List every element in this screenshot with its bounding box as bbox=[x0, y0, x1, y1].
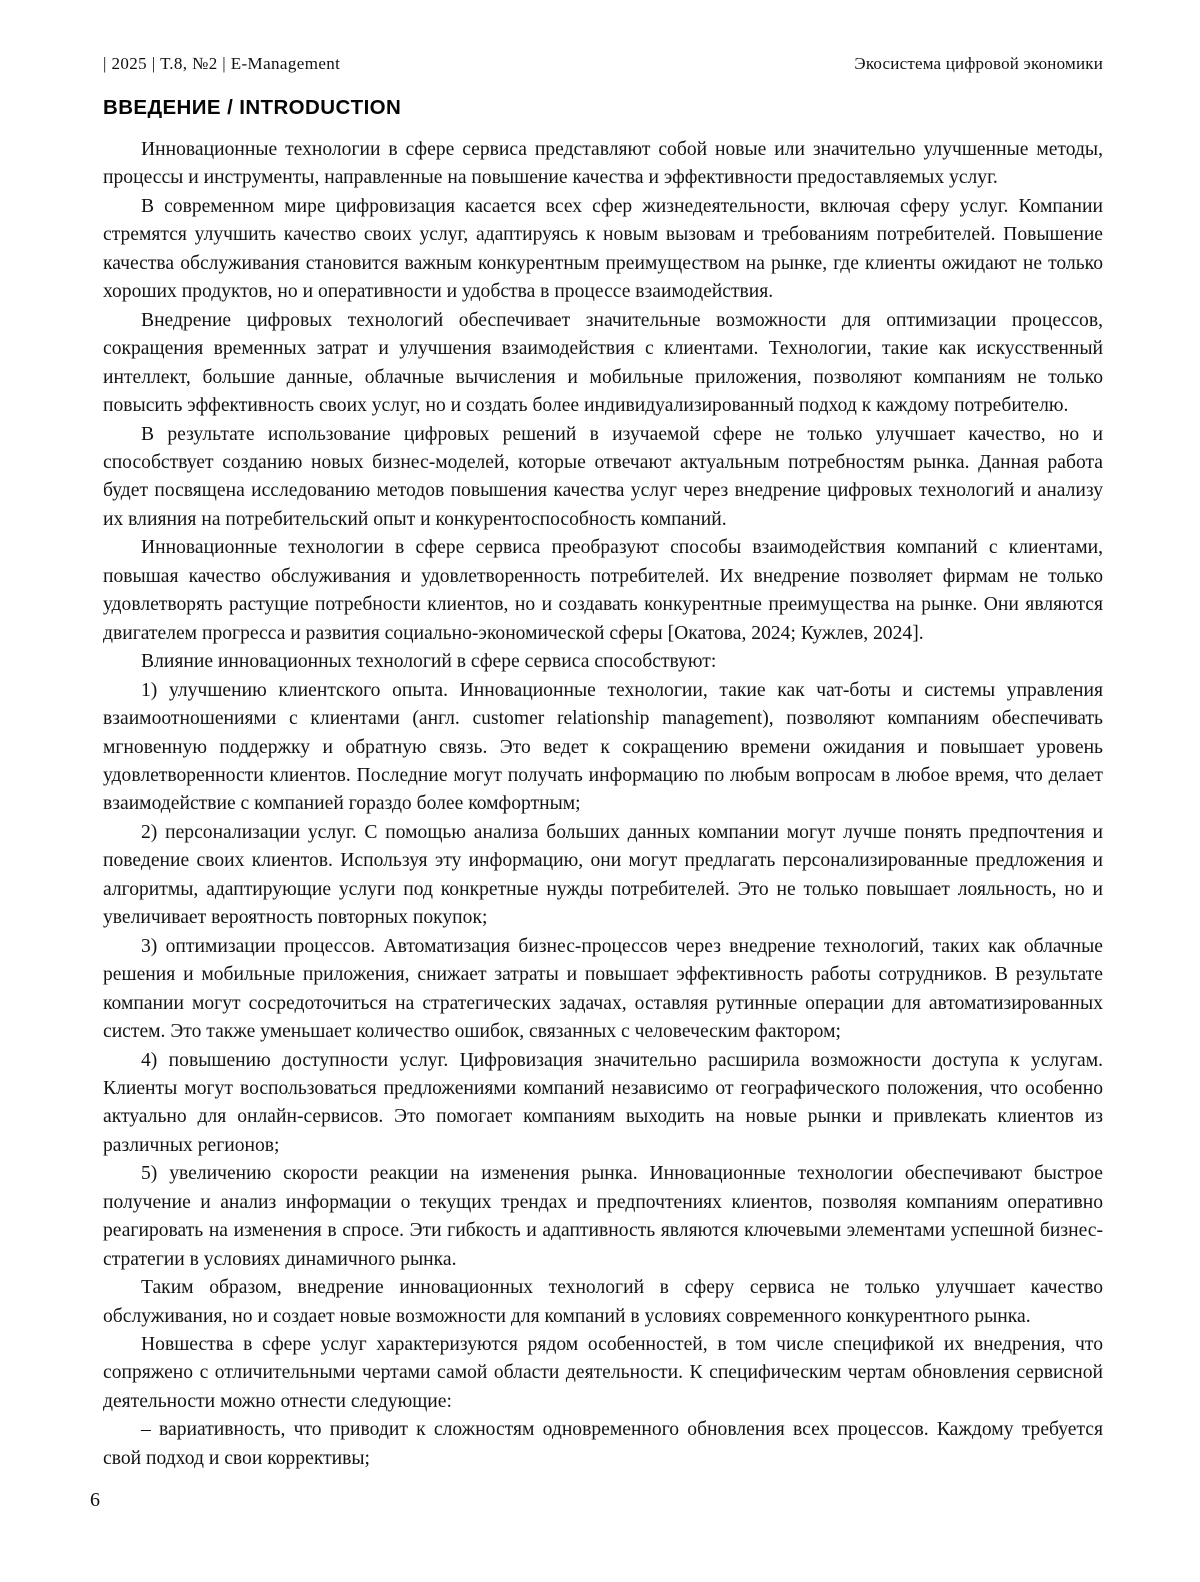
paragraph: Инновационные технологии в сфере сервиса представляют собой новые или значительно улучшенные методы, процессы и инструменты, направленные на повышение качества и эффективности предоставляемых услуг. bbox=[103, 139, 1103, 189]
dash-list-item: – вариативность, что приводит к сложностям одновременного обновления всех процессов. Каждому требуется свой подход и свои коррективы; bbox=[103, 1419, 1103, 1469]
list-item-2: 2) персонализации услуг. С помощью анализа больших данных компании могут лучше понять предпочтения и поведение своих клиентов. Используя эту информацию, они могут предлагать персонализированные предложения и алгоритмы, адаптирующие услуги под конкретные нужды потребителей. Это не только повышает лояльность, но и увеличивает вероятность повторных покупок; bbox=[103, 821, 1103, 929]
paragraph: В результате использование цифровых решений в изучаемой сфере не только улучшает качество, но и способствует созданию новых бизнес-моделей, которые отвечают актуальным потребностям рынка. Данная работа будет посвящена исследованию методов повышения качества услуг через внедрение цифровых технологий и анализу их влияния на потребительский опыт и конкурентоспособность компаний. bbox=[103, 423, 1103, 530]
list-item-3: 3) оптимизации процессов. Автоматизация бизнес-процессов через внедрение технологий, таких как облачные решения и мобильные приложения, снижает затраты и повышает эффективность работы сотрудников. В результате компании могут сосредоточиться на стратегических задачах, оставляя рутинные операции для автоматизированных систем. Это также уменьшает количество ошибок, связанных с человеческим фактором; bbox=[103, 935, 1103, 1043]
paragraph: Новшества в сфере услуг характеризуются рядом особенностей, в том числе спецификой их внедрения, что сопряжено с отличительными чертами самой области деятельности. К специфическим чертам обновления сервисной деятельности можно отнести следующие: bbox=[103, 1334, 1103, 1412]
running-header bbox=[103, 54, 1103, 74]
article-body bbox=[103, 96, 1103, 1473]
journal-section-name: Экосистема цифровой экономики bbox=[854, 54, 1103, 73]
paragraph: Внедрение цифровых технологий обеспечивает значительные возможности для оптимизации процессов, сокращения временных затрат и улучшения взаимодействия с клиентами. Технологии, такие как искусственный интеллект, большие данные, облачные вычисления и мобильные приложения, позволяют компаниям не только повысить эффективность своих услуг, но и создать более индивидуализированный подход к каждому потребителю. bbox=[103, 309, 1103, 417]
paragraph: Инновационные технологии в сфере сервиса преобразуют способы взаимодействия компаний с клиентами, повышая качество обслуживания и удовлетворенность потребителей. Их внедрение позволяет фирмам не только удовлетворять растущие потребности клиентов, но и создавать конкурентные преимущества на рынке. Они являются двигателем прогресса и развития социально-экономической сферы [Окатова, 2024; Кужлев, 2024]. bbox=[103, 537, 1103, 644]
page-number: 6 bbox=[90, 1489, 100, 1511]
paragraph: Таким образом, внедрение инновационных технологий в сферу сервиса не только улучшает качество обслуживания, но и создает новые возможности для компаний в условиях современного конкурентного рынка. bbox=[103, 1277, 1103, 1327]
list-item-4: 4) повышению доступности услуг. Цифровизация значительно расширила возможности доступа к услугам. Клиенты могут воспользоваться предложениями компаний независимо от географического положения, что особенно актуально для онлайн-сервисов. Это помогает компаниям выходить на новые рынки и привлекать клиентов из различных регионов; bbox=[103, 1049, 1103, 1156]
paragraph: Влияние инновационных технологий в сфере сервиса способствуют: bbox=[141, 651, 717, 673]
section-title: ВВЕДЕНИЕ / INTRODUCTION bbox=[103, 96, 402, 119]
journal-issue-info: | 2025 | Т.8, №2 | E-Management bbox=[103, 54, 341, 73]
paragraph: В современном мире цифровизация касается всех сфер жизнедеятельности, включая сферу услуг. Компании стремятся улучшить качество своих услуг, адаптируясь к новым вызовам и требованиям потребителей. Повышение качества обслуживания становится важным конкурентным преимуществом на рынке, где клиенты ожидают не только хороших продуктов, но и оперативности и удобства в процессе взаимодействия. bbox=[103, 195, 1103, 303]
list-item-1: 1) улучшению клиентского опыта. Инновационные технологии, такие как чат-боты и системы управления взаимоотношениями с клиентами (англ. customer relationship management), позволяют компаниям обеспечивать мгновенную поддержку и обратную связь. Это ведет к сокращению времени ожидания и повышает уровень удовлетворенности клиентов. Последние могут получать информацию по любым вопросам в любое время, что делает взаимодействие с компанией гораздо более комфортным; bbox=[103, 679, 1103, 815]
list-item-5: 5) увеличению скорости реакции на изменения рынка. Инновационные технологии обеспечивают быстрое получение и анализ информации о текущих трендах и предпочтениях клиентов, позволяя компаниям оперативно реагировать на изменения в спросе. Эти гибкость и адаптивность являются ключевыми элементами успешной бизнес-стратегии в условиях динамичного рынка. bbox=[103, 1163, 1103, 1270]
